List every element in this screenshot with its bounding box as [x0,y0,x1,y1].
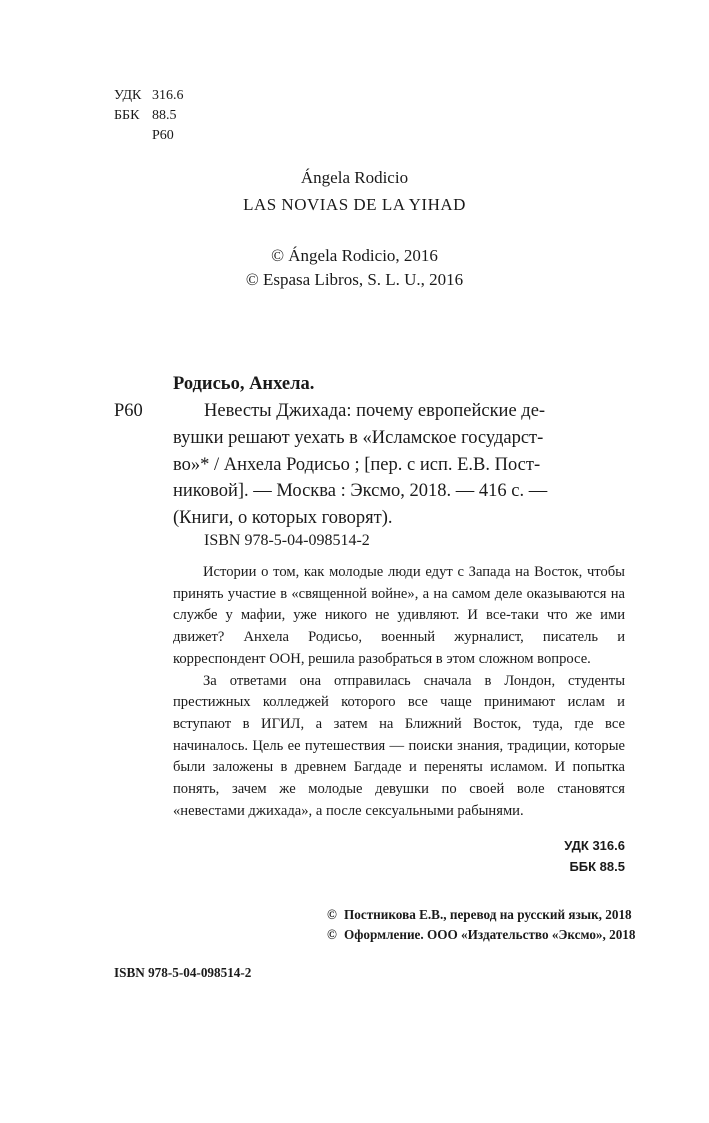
udk-label: УДК [114,88,142,103]
biblio-line: вушки решают уехать в «Исламское государст- [173,427,544,448]
copyright-symbol: © [327,926,337,942]
biblio-line: Невесты Джихада: почему европейские де- [204,401,546,421]
annotation-paragraph: За ответами она отправилась сначала в Лондон, студенты престижных колледжей которого все чаще принимают ислам и вступают в ИГИЛ, а затем на Ближний Восток, туда, где все начиналось. Цель ее путешествия — поиски знания, традиции, которые были заложены в древнем Багдаде и переняты исламом. И попытка понять, зачем же молодые девушки по своей воле становятся «невестами джихада», а после сексуальными рабынями. [173,672,625,819]
original-author: Ángela Rodicio [300,168,409,187]
udk-value: 316.6 [152,88,184,103]
author-mark: Р60 [152,128,174,143]
biblio-line: во»* / Анхела Родисьо ; [пер. с исп. Е.В. Пост- [173,454,541,475]
bbk-code: ББК 88.5 [569,859,625,874]
bbk-value: 88.5 [152,108,177,123]
classification-block [114,86,184,146]
copyright-publisher: © Espasa Libros, S. L. U., 2016 [245,270,464,289]
bbk-label: ББК [114,108,140,123]
annotation-paragraph: Истории о том, как молодые люди едут с Запада на Восток, чтобы принять участие в «священной войне», а на самом деле оказываются на службе у мафии, уже никого не удивляют. И все-таки что же ими движет? Анхела Родисьо, военный журналист, писатель и корреспондент ООН, решила разобраться в этом сложном вопросе. [173,564,625,667]
original-title: LAS NOVIAS DE LA YIHAD [243,195,466,214]
bottom-copyrights [327,905,637,944]
entry-code: Р60 [114,401,143,421]
biblio-line: (Книги, о которых говорят). [173,508,393,529]
copyright-symbol: © [327,907,337,922]
classification-codes-right [420,835,625,877]
original-copyrights [0,244,709,292]
design-copyright: Оформление. ООО «Издательство «Эксмо», 2018 [344,926,636,942]
bibliographic-description [173,398,633,532]
udk-code: УДК 316.6 [564,838,625,853]
entry-isbn: ISBN 978-5-04-098514-2 [204,532,370,549]
annotation [173,562,625,822]
translation-copyright: Постникова Е.В., перевод на русский язык, 2018 [344,907,632,922]
bottom-isbn: ISBN 978-5-04-098514-2 [114,965,252,980]
biblio-line: никовой]. — Москва : Эксмо, 2018. — 416 с. — [173,481,548,502]
entry-heading: Родисьо, Анхела. [173,374,315,394]
copyright-author: © Ángela Rodicio, 2016 [271,246,438,265]
